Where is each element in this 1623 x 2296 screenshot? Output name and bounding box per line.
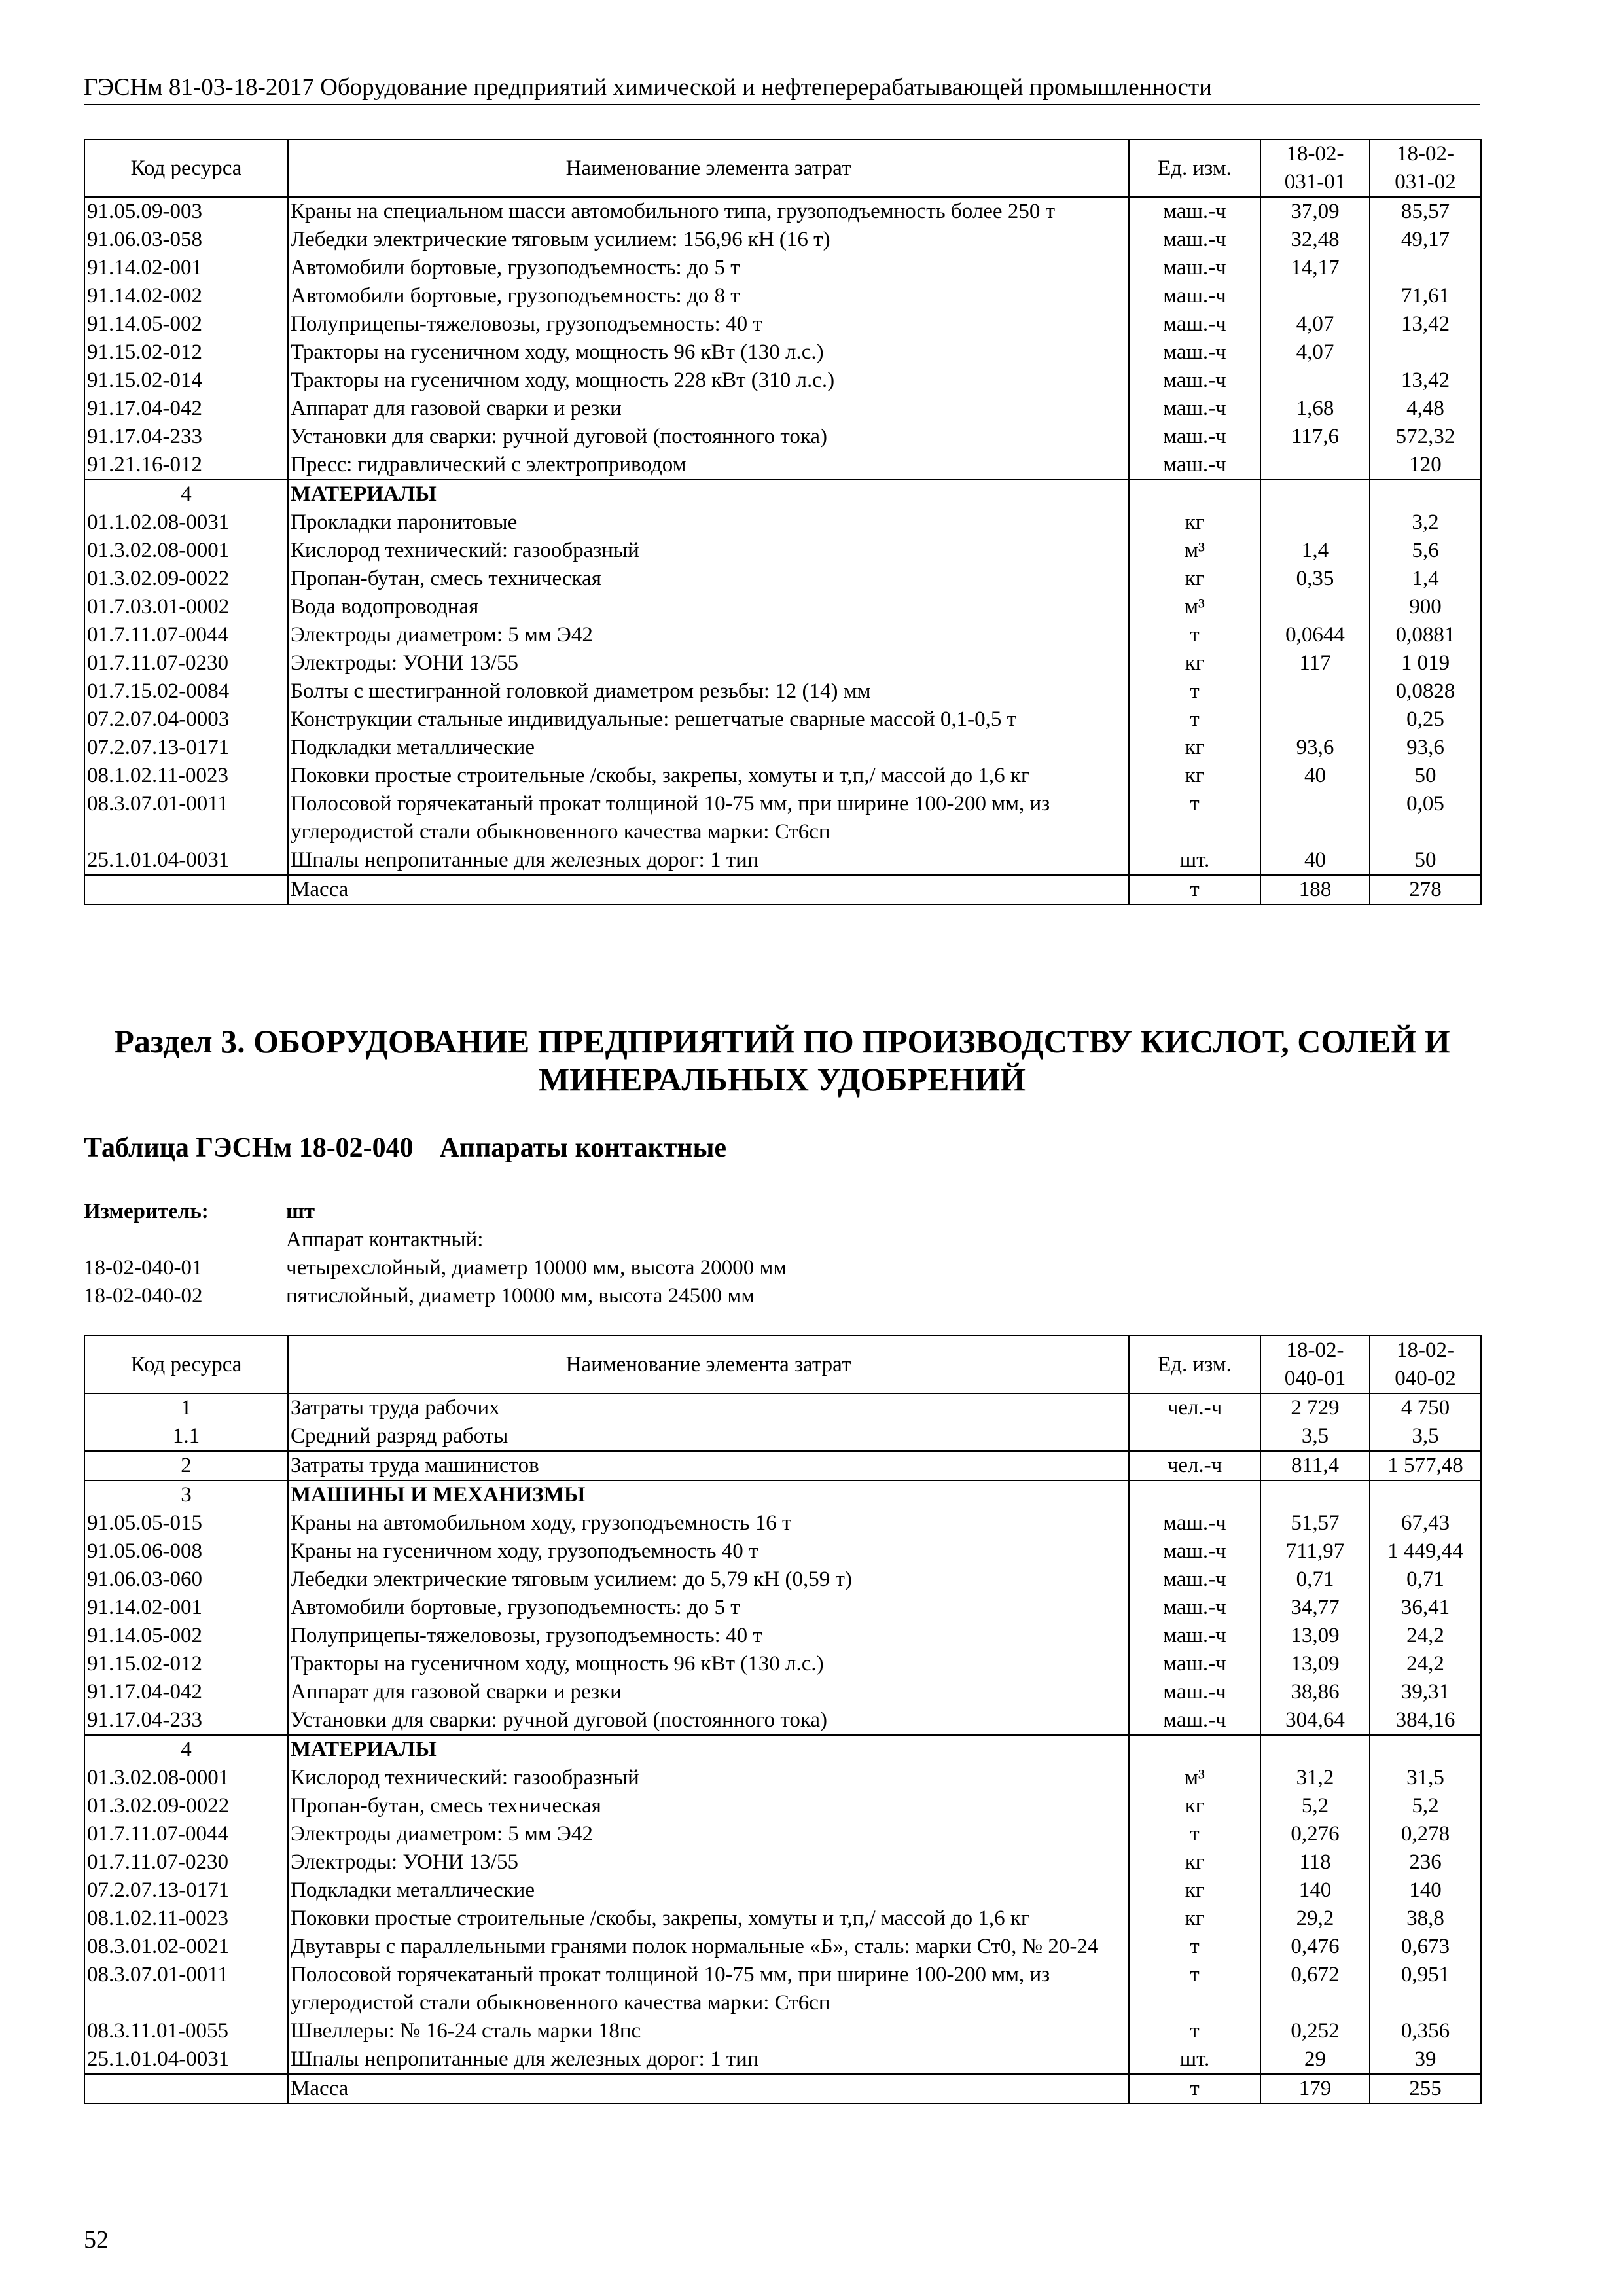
norm-value-1: 37,09 xyxy=(1260,197,1370,226)
resource-name: Аппарат для газовой сварки и резки xyxy=(288,1678,1129,1706)
resource-name: Электроды: УОНИ 13/55 xyxy=(288,649,1129,677)
resource-code: 91.14.02-001 xyxy=(84,254,288,282)
resource-code: 91.15.02-014 xyxy=(84,367,288,395)
mass-label: Масса xyxy=(288,875,1129,905)
meter-unit: шт xyxy=(286,1200,315,1223)
col-unit-header: Ед. изм. xyxy=(1129,1336,1260,1393)
section-number: 4 xyxy=(84,480,288,509)
resource-unit: кг xyxy=(1129,509,1260,537)
resource-table-1 xyxy=(84,139,1482,905)
resource-name: Краны на гусеничном ходу, грузоподъемность 40 т xyxy=(288,1537,1129,1566)
resource-unit: маш.-ч xyxy=(1129,367,1260,395)
resource-name: Пропан-бутан, смесь техническая xyxy=(288,1792,1129,1820)
resource-unit: т xyxy=(1129,790,1260,846)
norm-value-1: 5,2 xyxy=(1260,1792,1370,1820)
resource-unit: маш.-ч xyxy=(1129,451,1260,480)
resource-code: 91.15.02-012 xyxy=(84,1650,288,1678)
norm-value-1: 34,77 xyxy=(1260,1594,1370,1622)
resource-code: 91.17.04-042 xyxy=(84,395,288,423)
resource-unit: т xyxy=(1129,1961,1260,2017)
norm-value-2: 0,05 xyxy=(1370,790,1481,846)
norm-value-1: 38,86 xyxy=(1260,1678,1370,1706)
resource-name: Аппарат для газовой сварки и резки xyxy=(288,395,1129,423)
page-header: ГЭСНм 81-03-18-2017 Оборудование предприятий химической и нефтеперерабатывающей промышленности xyxy=(84,73,1480,105)
table-row xyxy=(84,2017,1481,2045)
table-row xyxy=(84,1848,1481,1876)
norm-value-2: 0,0881 xyxy=(1370,621,1481,649)
col-code-header: Код ресурса xyxy=(84,1336,288,1393)
col-norm2-header: 18-02- 031-02 xyxy=(1370,139,1481,197)
resource-unit: маш.-ч xyxy=(1129,1678,1260,1706)
resource-unit: маш.-ч xyxy=(1129,1594,1260,1622)
resource-code: 08.3.07.01-0011 xyxy=(84,1961,288,2017)
col-unit-header: Ед. изм. xyxy=(1129,139,1260,197)
norm-value-1: 0,35 xyxy=(1260,565,1370,593)
col-norm1-header: 18-02- 031-01 xyxy=(1260,139,1370,197)
table-row xyxy=(84,1764,1481,1792)
resource-name: Тракторы на гусеничном ходу, мощность 228 кВт (310 л.с.) xyxy=(288,367,1129,395)
table-row xyxy=(84,593,1481,621)
norm-value-2: 0,356 xyxy=(1370,2017,1481,2045)
mass-value-2: 255 xyxy=(1370,2074,1481,2104)
norm-value-2: 38,8 xyxy=(1370,1905,1481,1933)
resource-name: Полуприцепы-тяжеловозы, грузоподъемность: 40 т xyxy=(288,1622,1129,1650)
table2-machines xyxy=(84,1509,1481,1735)
table-row xyxy=(84,2045,1481,2074)
norm-value-1 xyxy=(1260,706,1370,734)
resource-name: Пропан-бутан, смесь техническая xyxy=(288,565,1129,593)
norm-value-1: 4,07 xyxy=(1260,338,1370,367)
resource-unit: т xyxy=(1129,677,1260,706)
norm-value-1: 304,64 xyxy=(1260,1706,1370,1735)
resource-name: Тракторы на гусеничном ходу, мощность 96 кВт (130 л.с.) xyxy=(288,1650,1129,1678)
norm-value-2: 24,2 xyxy=(1370,1650,1481,1678)
norm-value-1 xyxy=(1260,282,1370,310)
table-row xyxy=(84,367,1481,395)
table-row xyxy=(84,1792,1481,1820)
resource-unit: т xyxy=(1129,1820,1260,1848)
section-header-row xyxy=(84,1480,1481,1509)
resource-unit: шт. xyxy=(1129,846,1260,875)
norm-value-2: 50 xyxy=(1370,762,1481,790)
resource-code: 91.05.05-015 xyxy=(84,1509,288,1537)
norm-value-1 xyxy=(1260,593,1370,621)
resource-code: 25.1.01.04-0031 xyxy=(84,2045,288,2074)
table1-machines xyxy=(84,197,1481,480)
table-row xyxy=(84,451,1481,480)
resource-unit: маш.-ч xyxy=(1129,395,1260,423)
norm-value-1: 29,2 xyxy=(1260,1905,1370,1933)
resource-name: Кислород технический: газообразный xyxy=(288,537,1129,565)
table-name: Аппараты контактные xyxy=(439,1133,727,1163)
meter-item-text: четырехслойный, диаметр 10000 мм, высота 20000 мм xyxy=(286,1256,787,1280)
resource-name: Шпалы непропитанные для железных дорог: 1 тип xyxy=(288,2045,1129,2074)
resource-unit: м³ xyxy=(1129,537,1260,565)
table2-labor xyxy=(84,1393,1481,1509)
resource-unit: кг xyxy=(1129,1876,1260,1905)
resource-name: Краны на специальном шасси автомобильного типа, грузоподъемность более 250 т xyxy=(288,197,1129,226)
resource-code: 07.2.07.04-0003 xyxy=(84,706,288,734)
resource-code: 01.3.02.09-0022 xyxy=(84,565,288,593)
resource-unit: кг xyxy=(1129,734,1260,762)
norm-value-1: 0,252 xyxy=(1260,2017,1370,2045)
resource-code: 91.14.05-002 xyxy=(84,1622,288,1650)
norm-value-2 xyxy=(1370,254,1481,282)
resource-name: Поковки простые строительные /скобы, закрепы, хомуты и т,п,/ массой до 1,6 кг xyxy=(288,762,1129,790)
resource-code: 01.7.11.07-0044 xyxy=(84,1820,288,1848)
table-row xyxy=(84,1876,1481,1905)
table-row xyxy=(84,734,1481,762)
norm-value-1: 0,276 xyxy=(1260,1820,1370,1848)
norm-value-1 xyxy=(1260,509,1370,537)
norm-value-2: 93,6 xyxy=(1370,734,1481,762)
resource-name: Лебедки электрические тяговым усилием: до 5,79 кН (0,59 т) xyxy=(288,1566,1129,1594)
resource-name: Полосовой горячекатаный прокат толщиной 10-75 мм, при ширине 100-200 мм, из углеродистой стали обыкновенного качества марки: Ст6сп xyxy=(288,790,1129,846)
resource-unit: маш.-ч xyxy=(1129,282,1260,310)
resource-name: Двутавры с параллельными гранями полок нормальные «Б», сталь: марки Ст0, № 20-24 xyxy=(288,1933,1129,1961)
resource-unit: маш.-ч xyxy=(1129,1566,1260,1594)
norm-value-1: 51,57 xyxy=(1260,1509,1370,1537)
norm-value-2: 24,2 xyxy=(1370,1622,1481,1650)
norm-value-2: 31,5 xyxy=(1370,1764,1481,1792)
resource-name: Автомобили бортовые, грузоподъемность: до 5 т xyxy=(288,254,1129,282)
norm-value-1 xyxy=(1260,677,1370,706)
col-norm1-header: 18-02- 040-01 xyxy=(1260,1336,1370,1393)
resource-name: Краны на автомобильном ходу, грузоподъемность 16 т xyxy=(288,1509,1129,1537)
resource-unit: т xyxy=(1129,706,1260,734)
resource-code: 01.3.02.09-0022 xyxy=(84,1792,288,1820)
resource-code: 08.3.01.02-0021 xyxy=(84,1933,288,1961)
norm-value-1: 0,71 xyxy=(1260,1566,1370,1594)
norm-value-2: 572,32 xyxy=(1370,423,1481,451)
table-row xyxy=(84,1820,1481,1848)
resource-name: Вода водопроводная xyxy=(288,593,1129,621)
norm-value-2: 0,673 xyxy=(1370,1933,1481,1961)
norm-value-1: 140 xyxy=(1260,1876,1370,1905)
resource-code: 91.06.03-060 xyxy=(84,1566,288,1594)
norm-value-2: 120 xyxy=(1370,451,1481,480)
resource-name: Электроды: УОНИ 13/55 xyxy=(288,1848,1129,1876)
resource-code: 91.17.04-042 xyxy=(84,1678,288,1706)
resource-name: Автомобили бортовые, грузоподъемность: до 5 т xyxy=(288,1594,1129,1622)
resource-name: Швеллеры: № 16-24 сталь марки 18пс xyxy=(288,2017,1129,2045)
resource-name: Кислород технический: газообразный xyxy=(288,1764,1129,1792)
resource-code: 01.7.11.07-0044 xyxy=(84,621,288,649)
norm-value-1: 14,17 xyxy=(1260,254,1370,282)
mass-unit: т xyxy=(1129,2074,1260,2104)
resource-code: 91.17.04-233 xyxy=(84,1706,288,1735)
norm-value-1: 0,0644 xyxy=(1260,621,1370,649)
resource-name: Подкладки металлические xyxy=(288,734,1129,762)
resource-unit: маш.-ч xyxy=(1129,310,1260,338)
resource-code: 01.3.02.08-0001 xyxy=(84,537,288,565)
norm-value-2: 13,42 xyxy=(1370,367,1481,395)
resource-code: 91.14.02-001 xyxy=(84,1594,288,1622)
resource-unit: маш.-ч xyxy=(1129,254,1260,282)
resource-unit: маш.-ч xyxy=(1129,1537,1260,1566)
table-row xyxy=(84,706,1481,734)
table-row xyxy=(84,621,1481,649)
section-header-row xyxy=(84,480,1481,509)
table-row xyxy=(84,846,1481,875)
meter-item-code: 18-02-040-01 xyxy=(84,1256,203,1280)
resource-unit: маш.-ч xyxy=(1129,197,1260,226)
resource-name: Полуприцепы-тяжеловозы, грузоподъемность: 40 т xyxy=(288,310,1129,338)
resource-unit: маш.-ч xyxy=(1129,226,1260,254)
table-row xyxy=(84,649,1481,677)
norm-value-2: 39 xyxy=(1370,2045,1481,2074)
resource-code: 91.05.09-003 xyxy=(84,197,288,226)
norm-value-1: 40 xyxy=(1260,762,1370,790)
norm-value-2: 5,6 xyxy=(1370,537,1481,565)
resource-code: 01.7.15.02-0084 xyxy=(84,677,288,706)
resource-code: 91.14.05-002 xyxy=(84,310,288,338)
meter-item-text: пятислойный, диаметр 10000 мм, высота 24500 мм xyxy=(286,1284,755,1308)
resource-code: 07.2.07.13-0171 xyxy=(84,734,288,762)
resource-unit: кг xyxy=(1129,1905,1260,1933)
table-row xyxy=(84,310,1481,338)
resource-name: Конструкции стальные индивидуальные: решетчатые сварные массой 0,1-0,5 т xyxy=(288,706,1129,734)
norm-value-2: 67,43 xyxy=(1370,1509,1481,1537)
resource-unit: шт. xyxy=(1129,2045,1260,2074)
resource-name: Установки для сварки: ручной дуговой (постоянного тока) xyxy=(288,1706,1129,1735)
norm-value-2: 384,16 xyxy=(1370,1706,1481,1735)
norm-value-1 xyxy=(1260,451,1370,480)
norm-value-2: 900 xyxy=(1370,593,1481,621)
resource-unit: маш.-ч xyxy=(1129,338,1260,367)
norm-value-2: 85,57 xyxy=(1370,197,1481,226)
col-norm2-header: 18-02- 040-02 xyxy=(1370,1336,1481,1393)
resource-name: Электроды диаметром: 5 мм Э42 xyxy=(288,621,1129,649)
norm-value-2: 236 xyxy=(1370,1848,1481,1876)
resource-name: Автомобили бортовые, грузоподъемность: до 8 т xyxy=(288,282,1129,310)
mass-value-1: 179 xyxy=(1260,2074,1370,2104)
norm-value-1: 93,6 xyxy=(1260,734,1370,762)
resource-code: 91.05.06-008 xyxy=(84,1537,288,1566)
resource-name: Электроды диаметром: 5 мм Э42 xyxy=(288,1820,1129,1848)
norm-value-2: 5,2 xyxy=(1370,1792,1481,1820)
norm-value-2: 0,25 xyxy=(1370,706,1481,734)
resource-name: Прокладки паронитовые xyxy=(288,509,1129,537)
section-title: МАТЕРИАЛЫ xyxy=(288,480,1129,509)
section-title: МАШИНЫ И МЕХАНИЗМЫ xyxy=(288,1480,1129,1509)
resource-code: 01.7.11.07-0230 xyxy=(84,1848,288,1876)
resource-name: Поковки простые строительные /скобы, закрепы, хомуты и т,п,/ массой до 1,6 кг xyxy=(288,1905,1129,1933)
norm-value-2: 1,4 xyxy=(1370,565,1481,593)
norm-value-1: 40 xyxy=(1260,846,1370,875)
resource-unit: маш.-ч xyxy=(1129,1650,1260,1678)
meter-item-code: 18-02-040-02 xyxy=(84,1284,203,1308)
table-row xyxy=(84,395,1481,423)
table-row xyxy=(84,565,1481,593)
table-row xyxy=(84,1566,1481,1594)
table-row: 2 Затраты труда машинистов чел.-ч 811,4 1 577,48 xyxy=(84,1451,1481,1480)
norm-value-2: 0,278 xyxy=(1370,1820,1481,1848)
col-name-header: Наименование элемента затрат xyxy=(288,139,1129,197)
norm-value-2: 50 xyxy=(1370,846,1481,875)
norm-value-2: 0,0828 xyxy=(1370,677,1481,706)
norm-value-1: 117 xyxy=(1260,649,1370,677)
table-row xyxy=(84,509,1481,537)
table-row xyxy=(84,1905,1481,1933)
table-header-row xyxy=(84,139,1481,197)
col-name-header: Наименование элемента затрат xyxy=(288,1336,1129,1393)
meter-desc: Аппарат контактный: xyxy=(286,1228,484,1251)
resource-code: 08.1.02.11-0023 xyxy=(84,762,288,790)
table1-materials-section xyxy=(84,480,1481,509)
table-row xyxy=(84,1650,1481,1678)
norm-value-2: 140 xyxy=(1370,1876,1481,1905)
norm-value-1: 1,4 xyxy=(1260,537,1370,565)
norm-value-1 xyxy=(1260,367,1370,395)
resource-code: 91.06.03-058 xyxy=(84,226,288,254)
resource-unit: кг xyxy=(1129,762,1260,790)
table-row xyxy=(84,338,1481,367)
resource-unit: маш.-ч xyxy=(1129,1509,1260,1537)
table-row xyxy=(84,677,1481,706)
mass-row xyxy=(84,875,1481,905)
norm-value-1: 0,672 xyxy=(1260,1961,1370,2017)
section-title xyxy=(84,1022,1480,1098)
section-number: 4 xyxy=(84,1735,288,1764)
table-row xyxy=(84,1594,1481,1622)
resource-code: 91.17.04-233 xyxy=(84,423,288,451)
table-row xyxy=(84,1509,1481,1537)
meter-block xyxy=(84,1198,787,1310)
norm-value-2 xyxy=(1370,338,1481,367)
norm-value-1: 31,2 xyxy=(1260,1764,1370,1792)
norm-value-1 xyxy=(1260,790,1370,846)
resource-unit: кг xyxy=(1129,565,1260,593)
norm-value-1: 711,97 xyxy=(1260,1537,1370,1566)
norm-value-1: 117,6 xyxy=(1260,423,1370,451)
norm-value-1: 1,68 xyxy=(1260,395,1370,423)
norm-value-1: 32,48 xyxy=(1260,226,1370,254)
norm-value-2: 0,71 xyxy=(1370,1566,1481,1594)
col-code-header: Код ресурса xyxy=(84,139,288,197)
table-row: 1.1 Средний разряд работы 3,5 3,5 xyxy=(84,1422,1481,1451)
resource-table-2 xyxy=(84,1335,1482,2104)
resource-name: Лебедки электрические тяговым усилием: 156,96 кН (16 т) xyxy=(288,226,1129,254)
resource-name: Тракторы на гусеничном ходу, мощность 96 кВт (130 л.с.) xyxy=(288,338,1129,367)
mass-value-1: 188 xyxy=(1260,875,1370,905)
mass-unit: т xyxy=(1129,875,1260,905)
resource-name: Установки для сварки: ручной дуговой (постоянного тока) xyxy=(288,423,1129,451)
norm-value-2: 3,2 xyxy=(1370,509,1481,537)
section-number: 3 xyxy=(84,1480,288,1509)
table-row xyxy=(84,1622,1481,1650)
table-row xyxy=(84,1537,1481,1566)
resource-code: 07.2.07.13-0171 xyxy=(84,1876,288,1905)
norm-value-2: 36,41 xyxy=(1370,1594,1481,1622)
norm-value-2: 39,31 xyxy=(1370,1678,1481,1706)
norm-value-1: 4,07 xyxy=(1260,310,1370,338)
norm-value-2: 13,42 xyxy=(1370,310,1481,338)
section-title: МАТЕРИАЛЫ xyxy=(288,1735,1129,1764)
norm-value-1: 13,09 xyxy=(1260,1622,1370,1650)
section-title-line1: Раздел 3. ОБОРУДОВАНИЕ ПРЕДПРИЯТИЙ ПО ПРОИЗВОДСТВУ КИСЛОТ, СОЛЕЙ И xyxy=(114,1023,1450,1060)
norm-value-1: 13,09 xyxy=(1260,1650,1370,1678)
resource-code: 08.3.07.01-0011 xyxy=(84,790,288,846)
resource-name: Полосовой горячекатаный прокат толщиной 10-75 мм, при ширине 100-200 мм, из углеродистой стали обыкновенного качества марки: Ст6сп xyxy=(288,1961,1129,2017)
resource-code: 25.1.01.04-0031 xyxy=(84,846,288,875)
resource-code: 08.1.02.11-0023 xyxy=(84,1905,288,1933)
resource-code: 01.7.03.01-0002 xyxy=(84,593,288,621)
resource-unit: кг xyxy=(1129,1848,1260,1876)
resource-name: Пресс: гидравлический с электроприводом xyxy=(288,451,1129,480)
resource-code: 01.1.02.08-0031 xyxy=(84,509,288,537)
resource-unit: маш.-ч xyxy=(1129,1706,1260,1735)
table-code: Таблица ГЭСНм 18-02-040 xyxy=(84,1133,414,1163)
page-number: 52 xyxy=(84,2226,109,2253)
mass-row xyxy=(84,2074,1481,2104)
table-row xyxy=(84,226,1481,254)
meter-label: Измеритель: xyxy=(84,1200,209,1223)
resource-unit: маш.-ч xyxy=(1129,423,1260,451)
resource-code: 91.15.02-012 xyxy=(84,338,288,367)
mass-value-2: 278 xyxy=(1370,875,1481,905)
table-header-row xyxy=(84,1336,1481,1393)
norm-value-1: 0,476 xyxy=(1260,1933,1370,1961)
table-row xyxy=(84,762,1481,790)
norm-value-2: 71,61 xyxy=(1370,282,1481,310)
resource-code: 91.14.02-002 xyxy=(84,282,288,310)
table-row xyxy=(84,282,1481,310)
resource-code: 91.21.16-012 xyxy=(84,451,288,480)
resource-unit: т xyxy=(1129,1933,1260,1961)
table-title xyxy=(84,1132,726,1164)
norm-value-1: 29 xyxy=(1260,2045,1370,2074)
section-title-line2: МИНЕРАЛЬНЫХ УДОБРЕНИЙ xyxy=(538,1061,1026,1098)
resource-code: 01.3.02.08-0001 xyxy=(84,1764,288,1792)
table-row xyxy=(84,254,1481,282)
table-row xyxy=(84,1678,1481,1706)
resource-unit: маш.-ч xyxy=(1129,1622,1260,1650)
table-row xyxy=(84,790,1481,846)
table-row xyxy=(84,1961,1481,2017)
table-row xyxy=(84,423,1481,451)
resource-unit: т xyxy=(1129,621,1260,649)
table-row: 1 Затраты труда рабочих чел.-ч 2 729 4 750 xyxy=(84,1393,1481,1422)
resource-unit: кг xyxy=(1129,649,1260,677)
resource-name: Подкладки металлические xyxy=(288,1876,1129,1905)
resource-unit: т xyxy=(1129,2017,1260,2045)
mass-label: Масса xyxy=(288,2074,1129,2104)
table1-materials xyxy=(84,509,1481,875)
norm-value-2: 4,48 xyxy=(1370,395,1481,423)
norm-value-2: 0,951 xyxy=(1370,1961,1481,2017)
table-row xyxy=(84,1933,1481,1961)
table-row xyxy=(84,537,1481,565)
resource-code: 08.3.11.01-0055 xyxy=(84,2017,288,2045)
table-row xyxy=(84,197,1481,226)
resource-unit: м³ xyxy=(1129,593,1260,621)
resource-unit: м³ xyxy=(1129,1764,1260,1792)
resource-name: Шпалы непропитанные для железных дорог: 1 тип xyxy=(288,846,1129,875)
norm-value-1: 118 xyxy=(1260,1848,1370,1876)
resource-name: Болты с шестигранной головкой диаметром резьбы: 12 (14) мм xyxy=(288,677,1129,706)
section-header-row xyxy=(84,1735,1481,1764)
table-row xyxy=(84,1706,1481,1735)
resource-code: 01.7.11.07-0230 xyxy=(84,649,288,677)
resource-unit: кг xyxy=(1129,1792,1260,1820)
norm-value-2: 1 449,44 xyxy=(1370,1537,1481,1566)
norm-value-2: 49,17 xyxy=(1370,226,1481,254)
norm-value-2: 1 019 xyxy=(1370,649,1481,677)
table2-materials xyxy=(84,1764,1481,2074)
